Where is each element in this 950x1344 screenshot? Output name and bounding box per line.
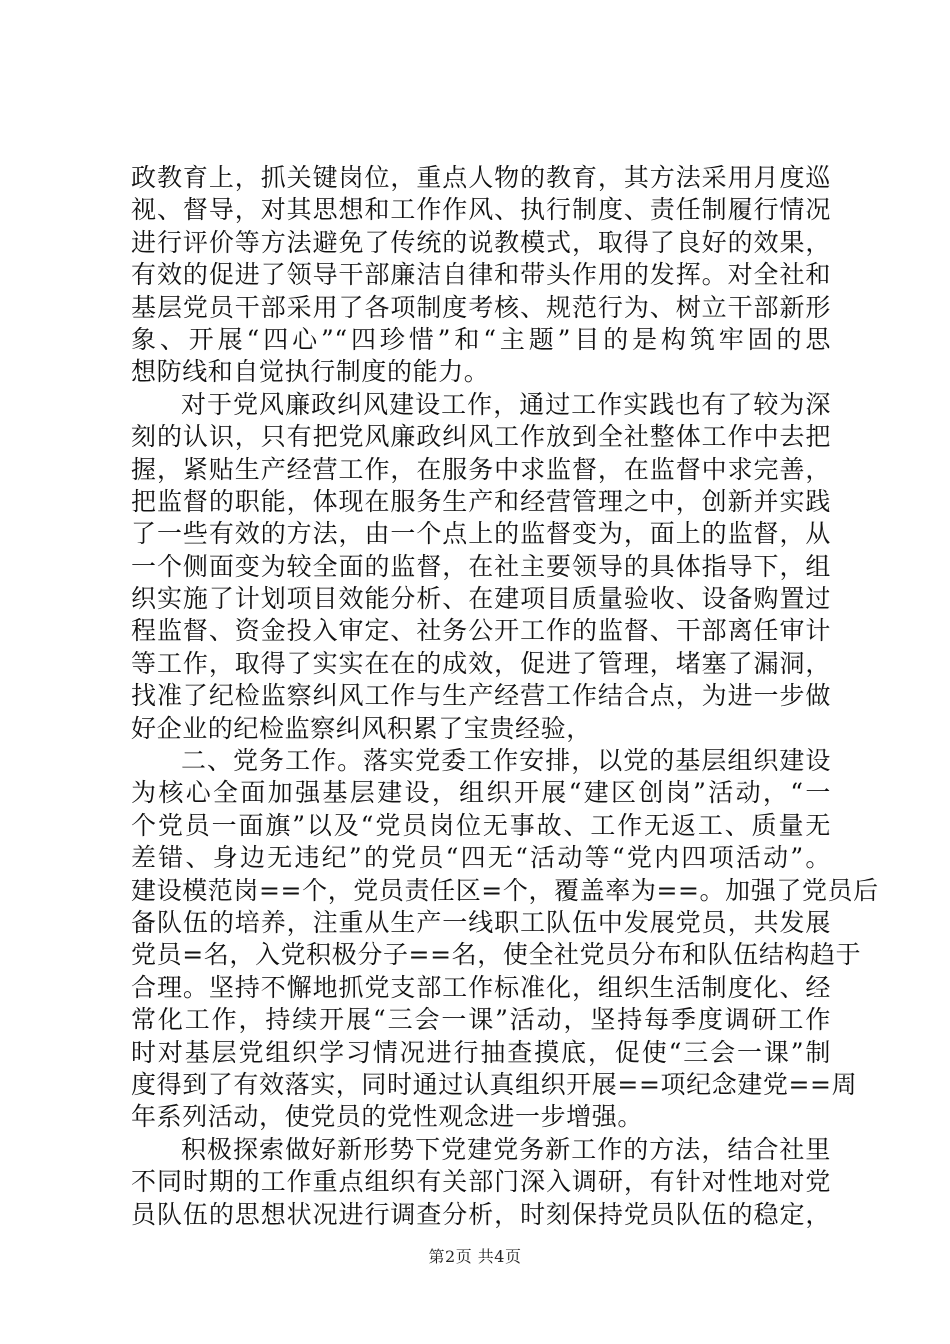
page-footer: 第2页 共4页: [428, 1247, 522, 1266]
text-line: 时对基层党组织学习情况进行抽查摸底，促使“三会一课”制: [131, 1037, 831, 1067]
text-line: 象、开展“四心”“四珍惜”和“主题”目的是构筑牢固的思: [131, 324, 831, 354]
text-line: 政教育上，抓关键岗位，重点人物的教育，其方法采用月度巡: [131, 163, 831, 192]
text-line: 员队伍的思想状况进行调查分析，时刻保持党员队伍的稳定，: [131, 1199, 831, 1229]
text-line: 差错、身边无违纪”的党员“四无“活动等“党内四项活动”。: [131, 843, 831, 873]
text-line: 织实施了计划项目效能分析、在建项目质量验收、设备购置过: [131, 584, 831, 614]
text-line: 刻的认识，只有把党风廉政纠风工作放到全社整体工作中去把: [131, 422, 831, 452]
text-line: 基层党员干部采用了各项制度考核、规范行为、树立干部新形: [131, 292, 831, 322]
text-line: 备队伍的培养，注重从生产一线职工队伍中发展党员，共发展: [131, 907, 831, 937]
text-line: 二、党务工作。落实党委工作安排，以党的基层组织建设: [181, 746, 831, 776]
text-line: 年系列活动，使党员的党性观念进一步增强。: [131, 1102, 644, 1132]
text-line: 找准了纪检监察纠风工作与生产经营工作结合点，为进一步做: [131, 681, 831, 711]
text-line: 好企业的纪检监察纠风积累了宝贵经验，: [131, 713, 592, 743]
text-line: 不同时期的工作重点组织有关部门深入调研，有针对性地对党: [131, 1167, 831, 1197]
text-line: 个党员一面旗”以及“党员岗位无事故、工作无返工、质量无: [131, 810, 831, 840]
text-line: 视、督导，对其思想和工作作风、执行制度、责任制履行情况: [131, 195, 831, 225]
text-line: 对于党风廉政纠风建设工作，通过工作实践也有了较为深: [181, 389, 831, 419]
text-line: 一个侧面变为较全面的监督，在社主要领导的具体指导下，组: [131, 551, 831, 581]
text-line: 进行评价等方法避免了传统的说教模式，取得了良好的效果，: [131, 227, 831, 257]
text-line: 积极探索做好新形势下党建党务新工作的方法，结合社里: [181, 1134, 831, 1164]
text-line: 为核心全面加强基层建设，组织开展“建区创岗”活动，“一: [131, 778, 831, 808]
text-line: 把监督的职能，体现在服务生产和经营管理之中，创新并实践: [131, 486, 831, 516]
text-line: 程监督、资金投入审定、社务公开工作的监督、干部离任审计: [131, 616, 831, 646]
text-line: 想防线和自觉执行制度的能力。: [131, 357, 490, 387]
text-line: 了一些有效的方法，由一个点上的监督变为，面上的监督，从: [131, 519, 831, 549]
text-line: 常化工作，持续开展“三会一课”活动，坚持每季度调研工作: [131, 1005, 831, 1035]
text-line: 度得到了有效落实，同时通过认真组织开展==项纪念建党==周: [131, 1069, 858, 1099]
text-line: 等工作，取得了实实在在的成效，促进了管理，堵塞了漏洞，: [131, 648, 831, 678]
text-line: 有效的促进了领导干部廉洁自律和带头作用的发挥。对全社和: [131, 260, 831, 290]
text-line: 握，紧贴生产经营工作，在服务中求监督，在监督中求完善，: [131, 454, 831, 484]
text-line: 党员=名，入党积极分子==名，使全社党员分布和队伍结构趋于: [131, 940, 862, 970]
document-body: [131, 162, 879, 1231]
text-line: 合理。坚持不懈地抓党支部工作标准化，组织生活制度化、经: [131, 972, 831, 1002]
text-line: 建设模范岗==个，党员责任区=个，覆盖率为==。加强了党员后: [131, 875, 879, 905]
